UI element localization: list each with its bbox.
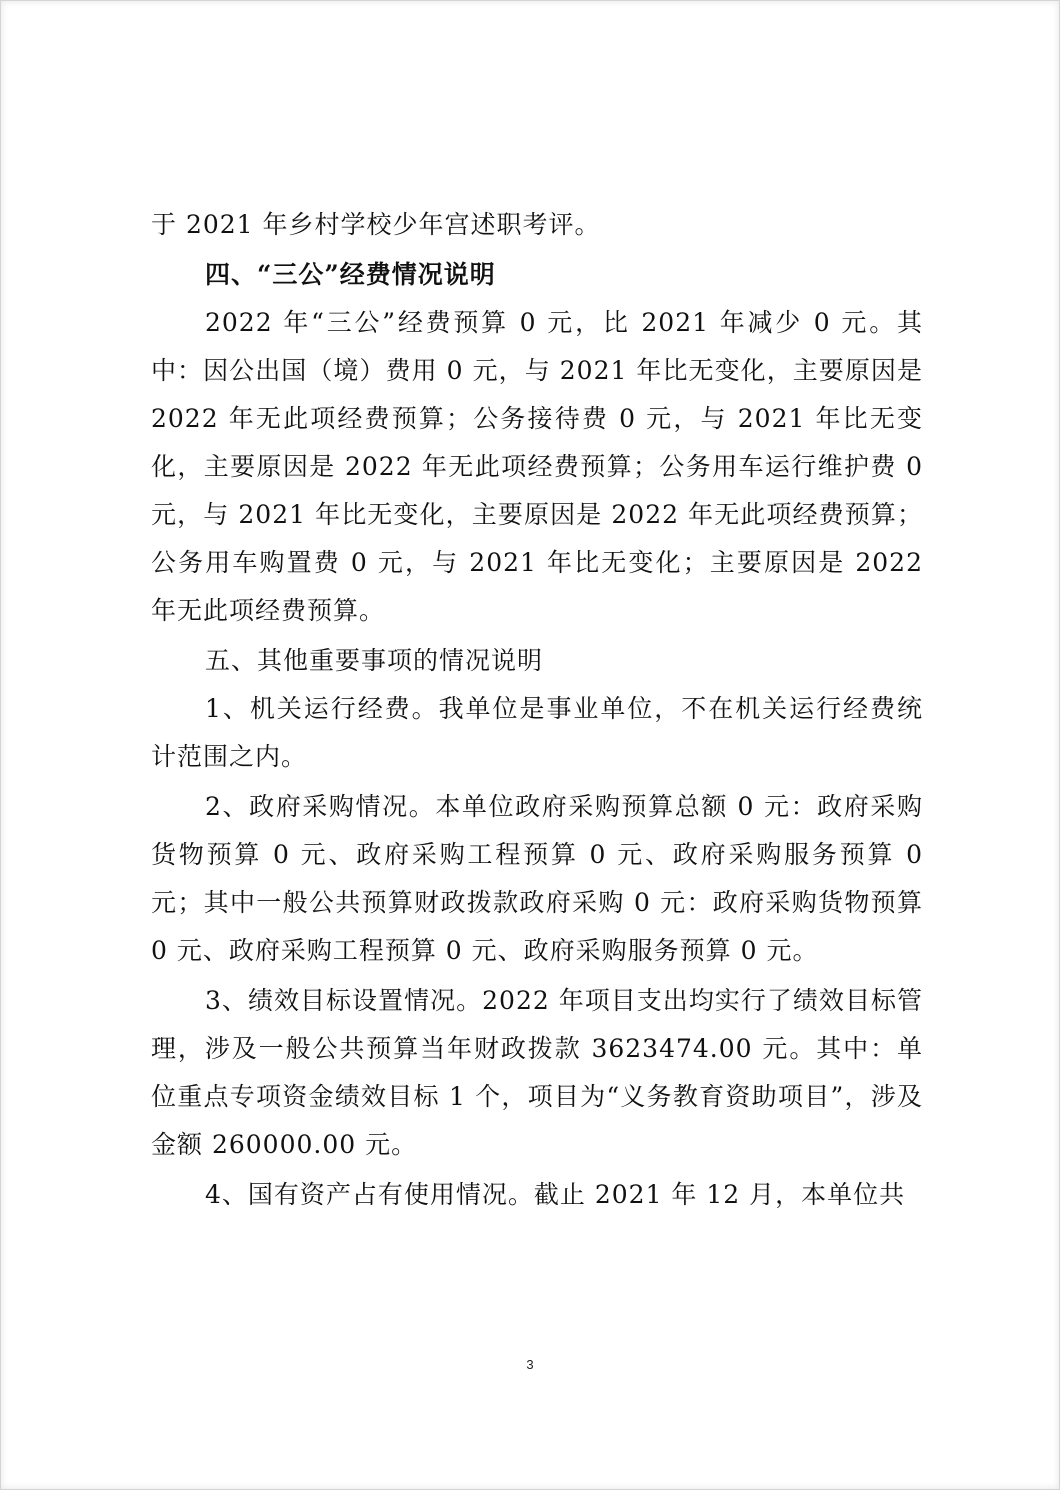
paragraph-government-procurement: 2、政府采购情况。本单位政府采购预算总额 0 元：政府采购货物预算 0 元、政府采购工程预算 0 元、政府采购服务预算 0 元；其中一般公共预算财政拨款政府采购 0 元：政府采购货物预算 0 元、政府采购工程预算 0 元、政府采购服务预算 0 元。: [151, 792, 923, 965]
document-body: [151, 201, 923, 1219]
page-number: 3: [526, 1357, 534, 1372]
section-heading-three-public-expenses: 四、“三公”经费情况说明: [205, 260, 496, 289]
paragraph-operating-expenses: 1、机关运行经费。我单位是事业单位，不在机关运行经费统计范围之内。: [151, 694, 923, 771]
paragraph-three-public-expenses: 2022 年“三公”经费预算 0 元，比 2021 年减少 0 元。其中：因公出国（境）费用 0 元，与 2021 年比无变化，主要原因是 2022 年无此项经费预算；公务接待费 0 元，与 2021 年比无变化，主要原因是 2022 年无此项经费预算；公务用车运行维护费 0 元，与 2021 年比无变化，主要原因是 2022 年无此项经费预算；公务用车购置费 0 元，与 2021 年比无变化；主要原因是 2022 年无此项经费预算。: [151, 308, 923, 625]
paragraph-state-assets: 4、国有资产占有使用情况。截止 2021 年 12 月，本单位共: [205, 1180, 906, 1209]
paragraph-performance-targets: 3、绩效目标设置情况。2022 年项目支出均实行了绩效目标管理，涉及一般公共预算当年财政拨款 3623474.00 元。其中：单位重点专项资金绩效目标 1 个，项目为“义务教育资助项目”，涉及金额 260000.00 元。: [151, 986, 923, 1159]
section-heading-other-matters: 五、其他重要事项的情况说明: [205, 646, 544, 675]
paragraph-continuation: 于 2021 年乡村学校少年宫述职考评。: [151, 210, 601, 239]
